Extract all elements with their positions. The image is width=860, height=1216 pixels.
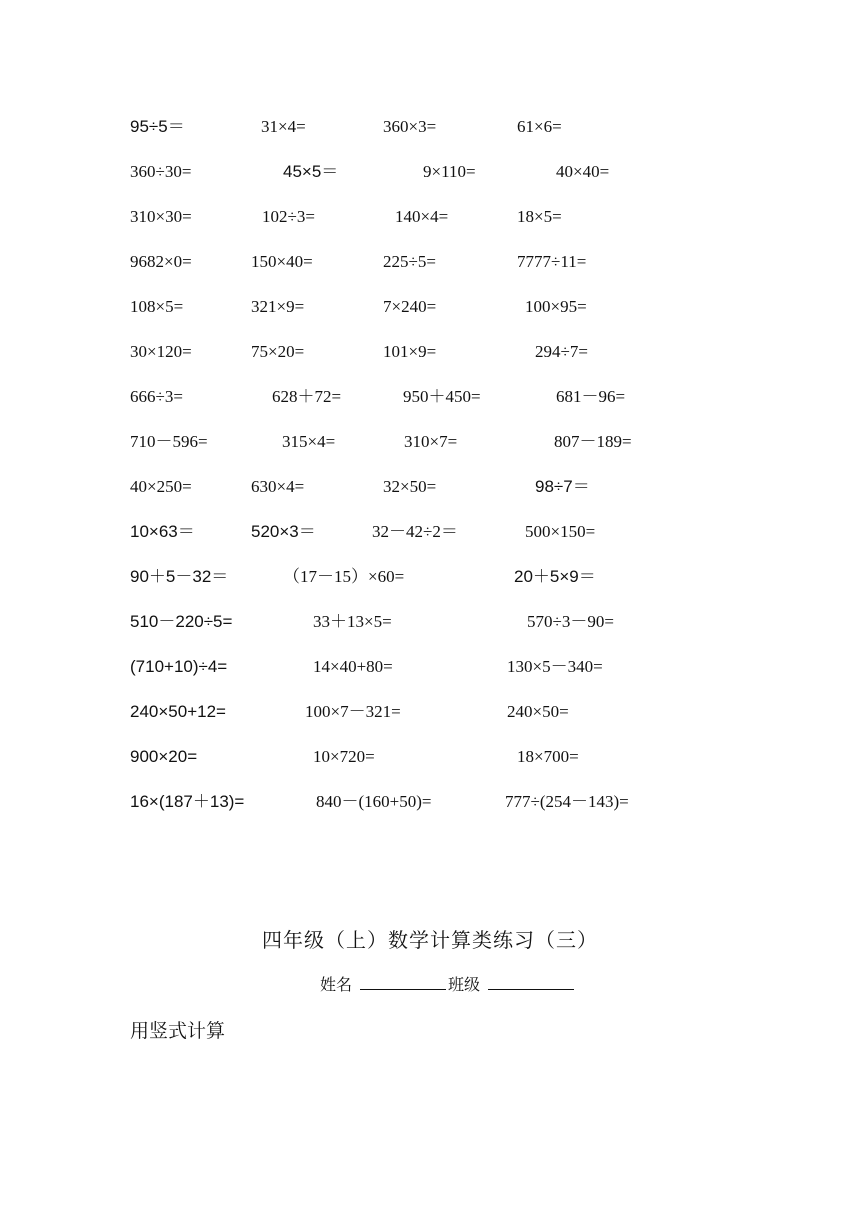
- problem-row: [0, 744, 860, 770]
- problem: 510－220÷5=: [130, 612, 233, 631]
- problem: 31×4=: [261, 117, 306, 136]
- problem: 130×5－340=: [507, 657, 603, 676]
- problem: 45×5＝: [283, 162, 339, 181]
- problem-row: [0, 564, 860, 590]
- student-info-line: [320, 972, 576, 995]
- problem: 630×4=: [251, 477, 305, 496]
- problem-row: [0, 609, 860, 635]
- problem-row: [0, 339, 860, 365]
- problem: 310×30=: [130, 207, 192, 226]
- problem: 777÷(254－143)=: [505, 792, 629, 811]
- problem: 100×7－321=: [305, 702, 401, 721]
- problem: 950＋450=: [403, 387, 481, 406]
- problem-row: [0, 204, 860, 230]
- name-label: 姓名: [320, 977, 353, 994]
- problem: 18×700=: [517, 747, 579, 766]
- section-heading: 用竖式计算: [130, 1021, 226, 1042]
- class-blank[interactable]: [488, 973, 574, 990]
- problem: 710－596=: [130, 432, 208, 451]
- problem-row: [0, 429, 860, 455]
- problem: 150×40=: [251, 252, 313, 271]
- class-label: 班级: [448, 977, 481, 994]
- problem: 32－42÷2＝: [372, 522, 458, 541]
- problem: 9682×0=: [130, 252, 192, 271]
- problem: 840－(160+50)=: [316, 792, 432, 811]
- problem-row: [0, 654, 860, 680]
- problem: 10×720=: [313, 747, 375, 766]
- problem: 16×(187＋13)=: [130, 792, 245, 811]
- problem: 570÷3－90=: [527, 612, 614, 631]
- problem: 666÷3=: [130, 387, 183, 406]
- problem: 807－189=: [554, 432, 632, 451]
- problem-row: [0, 114, 860, 140]
- name-blank[interactable]: [360, 973, 446, 990]
- problem: 520×3＝: [251, 522, 316, 541]
- problem: 18×5=: [517, 207, 562, 226]
- problem-row: [0, 789, 860, 815]
- problem: 294÷7=: [535, 342, 588, 361]
- problem-row: [0, 699, 860, 725]
- problem: 33＋13×5=: [313, 612, 392, 631]
- problem: 225÷5=: [383, 252, 436, 271]
- problem: 681－96=: [556, 387, 626, 406]
- problem: 75×20=: [251, 342, 305, 361]
- problem: 7×240=: [383, 297, 437, 316]
- problem: 9×110=: [423, 162, 476, 181]
- problem: 315×4=: [282, 432, 336, 451]
- problem: 310×7=: [404, 432, 458, 451]
- problem: 32×50=: [383, 477, 437, 496]
- problem: 628＋72=: [272, 387, 342, 406]
- problem: 101×9=: [383, 342, 437, 361]
- problem: 98÷7＝: [535, 477, 590, 496]
- problem: 10×63＝: [130, 522, 195, 541]
- problem-row: [0, 249, 860, 275]
- problem: 90＋5－32＝: [130, 567, 229, 586]
- problem: 108×5=: [130, 297, 184, 316]
- worksheet-title: 四年级（上）数学计算类练习（三）: [262, 930, 598, 952]
- problem-row: [0, 519, 860, 545]
- problem: 240×50=: [507, 702, 569, 721]
- problem: 360÷30=: [130, 162, 192, 181]
- problem: 40×40=: [556, 162, 610, 181]
- problem: 100×95=: [525, 297, 587, 316]
- problem-row: [0, 294, 860, 320]
- problem: 321×9=: [251, 297, 305, 316]
- problem-row: [0, 384, 860, 410]
- problem: 95÷5＝: [130, 117, 185, 136]
- problem: 61×6=: [517, 117, 562, 136]
- problem: 30×120=: [130, 342, 192, 361]
- problem: 20＋5×9＝: [514, 567, 596, 586]
- problem: 102÷3=: [262, 207, 315, 226]
- problem: 900×20=: [130, 747, 198, 766]
- problem: 140×4=: [395, 207, 449, 226]
- problem: 14×40+80=: [313, 657, 393, 676]
- problem: （17－15）×60=: [283, 567, 405, 586]
- problem-row: [0, 474, 860, 500]
- problem: 360×3=: [383, 117, 437, 136]
- problem: 500×150=: [525, 522, 596, 541]
- problem: 240×50+12=: [130, 702, 226, 721]
- problem: 40×250=: [130, 477, 192, 496]
- problem-row: [0, 159, 860, 185]
- problem: 7777÷11=: [517, 252, 587, 271]
- problem: (710+10)÷4=: [130, 657, 228, 676]
